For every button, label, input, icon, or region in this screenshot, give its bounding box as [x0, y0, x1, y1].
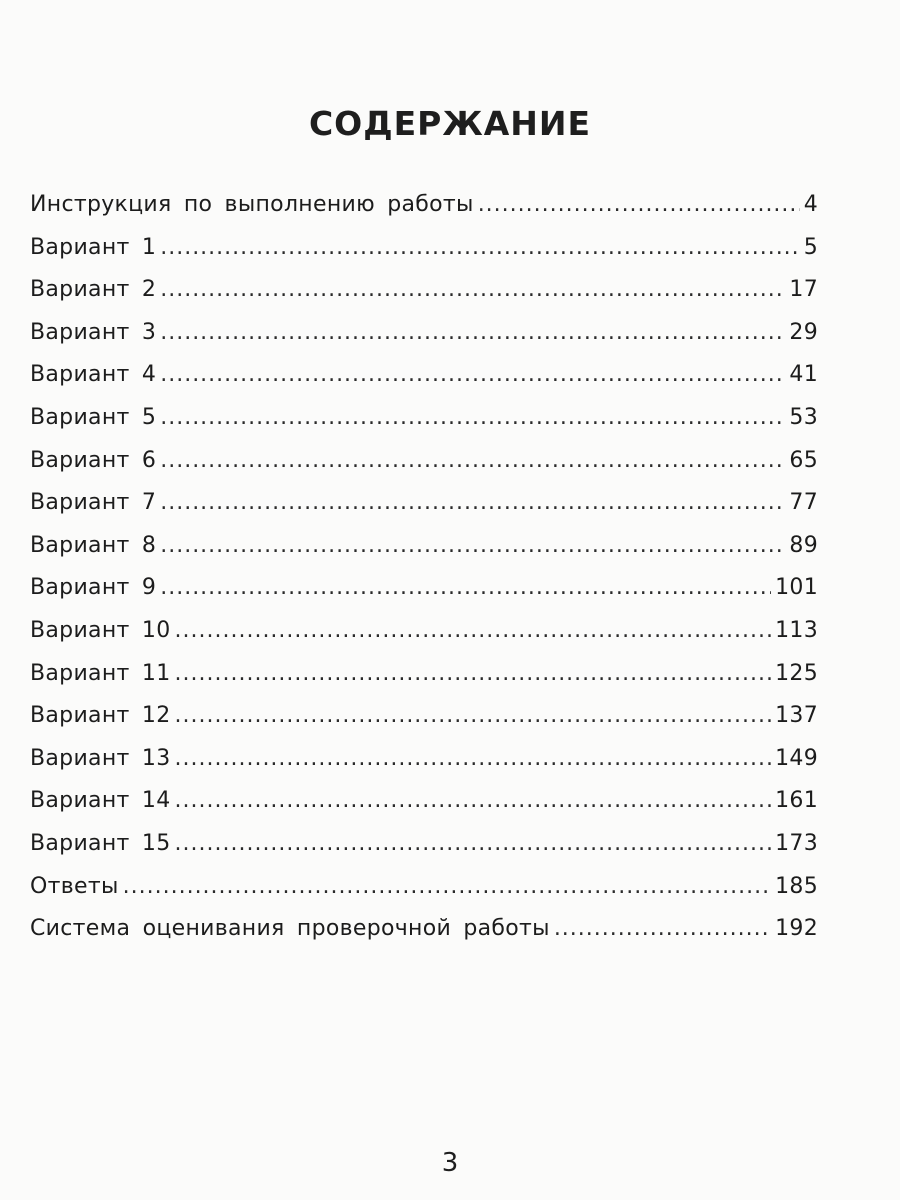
toc-entry-page: 185 [775, 873, 818, 899]
toc-dot-leader [175, 703, 772, 728]
toc-entry[interactable] [30, 235, 818, 278]
toc-entry-label: Вариант 6 [30, 447, 157, 473]
toc-entry-page: 137 [775, 703, 818, 729]
toc-dot-leader [160, 405, 785, 430]
toc-entry-page: 192 [775, 916, 818, 942]
toc-entry-page: 4 [803, 192, 818, 217]
toc-entry-page: 17 [789, 277, 818, 303]
toc-entry-label: Вариант 2 [30, 277, 157, 303]
toc-dot-leader [160, 235, 799, 260]
page-title: СОДЕРЖАНИЕ [308, 104, 592, 144]
toc-entry[interactable] [30, 746, 818, 789]
toc-dot-leader [160, 575, 771, 600]
toc-dot-leader [160, 448, 785, 473]
toc-entry-page: 113 [775, 617, 818, 643]
toc-entry-label: Вариант 4 [30, 362, 157, 388]
toc-dot-leader [160, 320, 785, 345]
toc-dot-leader [175, 661, 772, 686]
toc-entry-page: 77 [789, 490, 818, 516]
toc-entry[interactable] [30, 618, 818, 661]
toc-entry-page: 173 [775, 830, 818, 856]
toc-entry-label: Вариант 15 [30, 830, 171, 856]
toc-dot-leader [175, 746, 772, 771]
toc-entry-page: 101 [775, 575, 818, 601]
toc-entry-label: Вариант 9 [30, 575, 157, 601]
toc-dot-leader [160, 362, 785, 387]
toc-entry-label: Вариант 3 [30, 319, 157, 345]
toc-entry[interactable] [30, 874, 818, 917]
toc-entry[interactable] [30, 277, 818, 320]
toc-entry-page: 29 [789, 319, 818, 345]
toc-dot-leader [123, 874, 771, 899]
toc-entry-label: Вариант 8 [30, 532, 157, 558]
toc-dot-leader [160, 277, 785, 302]
toc-entry[interactable] [30, 703, 818, 746]
toc-entry-page: 41 [789, 362, 818, 388]
toc-entry[interactable] [30, 192, 818, 235]
toc-entry-page: 149 [775, 745, 818, 771]
toc-entry[interactable] [30, 916, 818, 959]
toc-entry[interactable] [30, 490, 818, 533]
toc-entry-label: Вариант 7 [30, 490, 157, 516]
toc-entry-page: 65 [789, 447, 818, 473]
page-number: 3 [441, 1148, 459, 1178]
toc-entry-label: Ответы [30, 873, 119, 899]
toc-entry[interactable] [30, 405, 818, 448]
toc-entry[interactable] [30, 448, 818, 491]
toc-entry-label: Вариант 5 [30, 404, 157, 430]
toc-entry-label: Вариант 1 [30, 234, 157, 260]
toc-dot-leader [175, 788, 772, 813]
toc-dot-leader [175, 618, 772, 643]
toc-entry-label: Система оценивания проверочной работы [30, 916, 550, 942]
toc-entry[interactable] [30, 533, 818, 576]
toc-entry[interactable] [30, 831, 818, 874]
toc-entry-label: Вариант 14 [30, 788, 171, 814]
toc-dot-leader [160, 490, 785, 515]
toc-dot-leader [160, 533, 785, 558]
toc-entry-page: 125 [775, 660, 818, 686]
toc-entry-page: 5 [803, 234, 818, 260]
toc-entry-label: Вариант 10 [30, 617, 171, 643]
toc-entry-page: 89 [789, 532, 818, 558]
toc-entry[interactable] [30, 362, 818, 405]
toc-entry-page: 53 [789, 404, 818, 430]
toc-dot-leader [175, 831, 772, 856]
toc-entry-label: Вариант 12 [30, 703, 171, 729]
toc-dot-leader [554, 916, 771, 941]
toc-entry-label: Инструкция по выполнению работы [30, 192, 474, 217]
toc-entry-page: 161 [775, 788, 818, 814]
toc-entry-label: Вариант 11 [30, 660, 171, 686]
toc-entry[interactable] [30, 661, 818, 704]
toc-entry[interactable] [30, 788, 818, 831]
toc-entry[interactable] [30, 575, 818, 618]
table-of-contents [30, 192, 818, 959]
toc-entry[interactable] [30, 320, 818, 363]
toc-dot-leader [478, 192, 800, 217]
toc-entry-label: Вариант 13 [30, 745, 171, 771]
